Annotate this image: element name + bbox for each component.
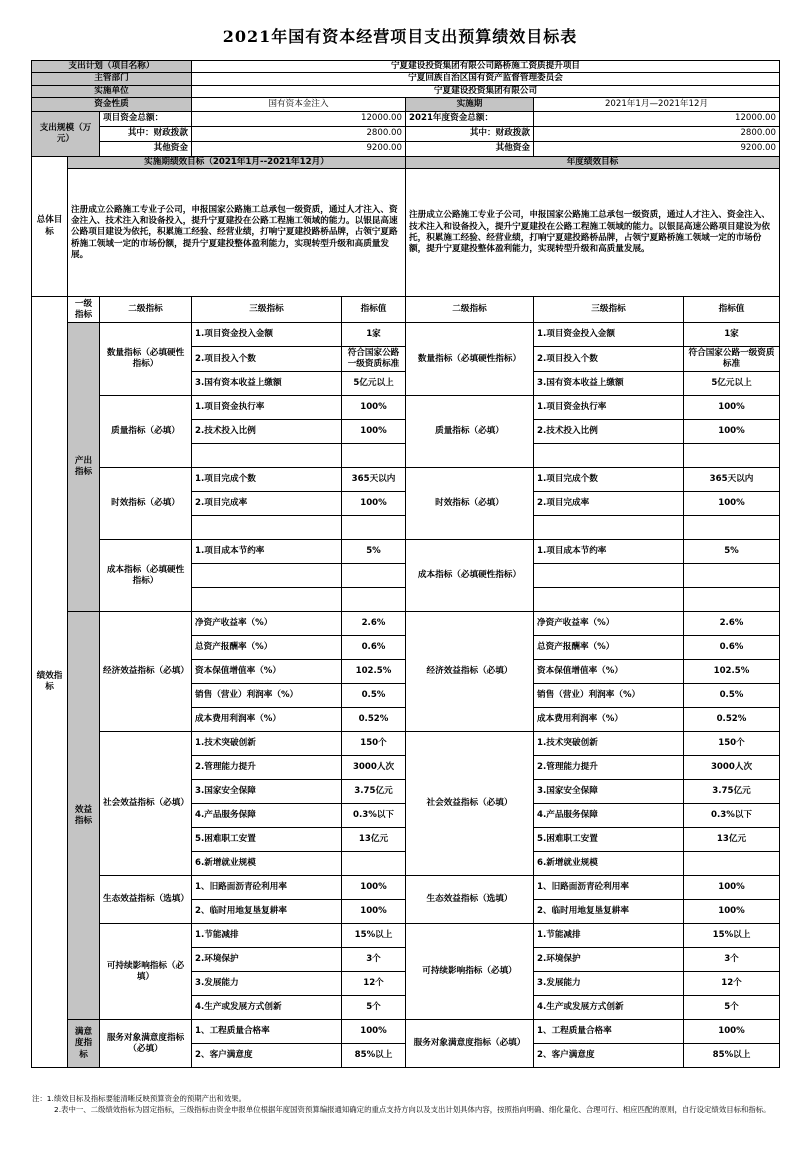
performance-target-table xyxy=(31,60,780,1068)
e3-value: 102.5% xyxy=(342,660,406,684)
s4-value: 0.3%以下 xyxy=(342,804,406,828)
s3-name: 3.国家安全保障 xyxy=(192,780,342,804)
u1-value: 15%以上 xyxy=(342,924,406,948)
ql1-value: 100% xyxy=(342,396,406,420)
year-q2-value: 符合国家公路一级资质标准 xyxy=(684,347,780,372)
year-t2-value: 100% xyxy=(684,492,780,516)
other-funds-label: 其他资金 xyxy=(100,142,192,157)
level1-header: 一级指标 xyxy=(68,297,100,323)
t-empty-value xyxy=(342,516,406,540)
year-sv2-name: 2、客户满意度 xyxy=(534,1044,684,1068)
year-target-text: 注册成立公路施工专业子公司，申报国家公路施工总承包一级资质，通过人才注入、资金注入、技术注入和设备投入，提升宁夏建投在公路工程施工领域的能力。以银昆高速公路项目建设为依托，积累施工经验、经营业绩，打响宁夏建投路桥品牌，占领宁夏路桥施工领域一定的市场份额，提升宁夏建投整体盈利能力，实现转型升级和高质量发展。 xyxy=(406,169,780,297)
overall-target-label: 总体目标 xyxy=(32,157,68,297)
total-funds-label: 项目资金总额： xyxy=(100,112,192,127)
g1-value: 100% xyxy=(342,876,406,900)
period-target-text: 注册成立公路施工专业子公司，申报国家公路施工总承包一级资质，通过人才注入、资金注入、技术注入和设备投入，提升宁夏建投在公路工程施工领域的能力。以银昆高速公路项目建设为依托，积累施工经验、经营业绩，打响宁夏建投路桥品牌，占领宁夏路桥施工领域一定的市场份额，提升宁夏建投整体盈利能力，实现转型升级和高质量发展。 xyxy=(68,169,406,297)
year-eco-indicator-label: 生态效益指标（选填） xyxy=(406,876,534,924)
year-cost-indicator-label: 成本指标（必填硬性指标） xyxy=(406,540,534,612)
year-u4-name: 4.生产或发展方式创新 xyxy=(534,996,684,1020)
c-empty-2 xyxy=(192,588,342,612)
level2-header: 二级指标 xyxy=(100,297,192,323)
sv2-value: 85%以上 xyxy=(342,1044,406,1068)
fund-nature-value: 国有资本金注入 xyxy=(192,98,406,112)
e1-value: 2.6% xyxy=(342,612,406,636)
other-funds-value: 9200.00 xyxy=(192,142,406,157)
social-indicator-label: 社会效益指标（必填） xyxy=(100,732,192,876)
q2-value: 符合国家公路一级资质标准 xyxy=(342,347,406,372)
c1-value: 5% xyxy=(342,540,406,564)
s2-value: 3000人次 xyxy=(342,756,406,780)
q1-value: 1家 xyxy=(342,323,406,347)
year-total-value: 12000.00 xyxy=(534,112,780,127)
page-title: 2021年国有资本经营项目支出预算绩效目标表 xyxy=(222,27,578,46)
year-q1-value: 1家 xyxy=(684,323,780,347)
cost-indicator-label: 成本指标（必填硬性指标） xyxy=(100,540,192,612)
e4-value: 0.5% xyxy=(342,684,406,708)
s4-name: 4.产品服务保障 xyxy=(192,804,342,828)
year-level3-header: 三级指标 xyxy=(534,297,684,323)
year-s4-name: 4.产品服务保障 xyxy=(534,804,684,828)
year-sv1-name: 1、工程质量合格率 xyxy=(534,1020,684,1044)
e2-value: 0.6% xyxy=(342,636,406,660)
year-ql1-value: 100% xyxy=(684,396,780,420)
period-value: 2021年1月—2021年12月 xyxy=(534,98,780,112)
year-s3-name: 3.国家安全保障 xyxy=(534,780,684,804)
quality-indicator-label: 质量指标（必填） xyxy=(100,396,192,468)
note-2: 2.表中一、二级绩效指标为固定指标，三级指标由资金申报单位根据年度国资预算编报通知确定的重点支持方向以及支出计划具体内容，按照指向明确、细化量化、合理可行、相应匹配的原则，自行设定绩效目标和指标。 xyxy=(54,1104,771,1114)
year-c1-value: 5% xyxy=(684,540,780,564)
year-c-empty-1-value xyxy=(684,564,780,588)
t2-name: 2.项目完成率 xyxy=(192,492,342,516)
service-indicator-label: 服务对象满意度指标（必填） xyxy=(100,1020,192,1068)
ql-empty-value xyxy=(342,444,406,468)
year-t1-value: 365天以内 xyxy=(684,468,780,492)
c-empty-2-value xyxy=(342,588,406,612)
year-g2-value: 100% xyxy=(684,900,780,924)
e1-name: 净资产收益率（%） xyxy=(192,612,342,636)
unit-value: 宁夏建设投资集团有限公司 xyxy=(192,85,780,97)
year-s2-name: 2.管理能力提升 xyxy=(534,756,684,780)
quantity-indicator-label: 数量指标（必填硬性指标） xyxy=(100,323,192,396)
s5-name: 5.困难职工安置 xyxy=(192,828,342,852)
year-target-header: 年度绩效目标 xyxy=(406,157,780,169)
output-indicator-label: 产出指标 xyxy=(68,323,100,612)
year-e2-name: 总资产报酬率（%） xyxy=(534,636,684,660)
year-s2-value: 3000人次 xyxy=(684,756,780,780)
u3-value: 12个 xyxy=(342,972,406,996)
year-c-empty-1 xyxy=(534,564,684,588)
s6-name: 6.新增就业规模 xyxy=(192,852,342,876)
year-total-label: 2021年度资金总额： xyxy=(406,112,534,127)
sustain-indicator-label: 可持续影响指标（必填） xyxy=(100,924,192,1020)
s1-name: 1.技术突破创新 xyxy=(192,732,342,756)
year-t-empty-value xyxy=(684,516,780,540)
year-other-value: 9200.00 xyxy=(534,142,780,157)
year-s5-value: 13亿元 xyxy=(684,828,780,852)
year-u3-value: 12个 xyxy=(684,972,780,996)
dept-value: 宁夏回族自治区国有资产监督管理委员会 xyxy=(192,73,780,85)
u4-value: 5个 xyxy=(342,996,406,1020)
year-fiscal-value: 2800.00 xyxy=(534,127,780,142)
year-time-indicator-label: 时效指标（必填） xyxy=(406,468,534,540)
s6-value xyxy=(342,852,406,876)
t1-value: 365天以内 xyxy=(342,468,406,492)
q3-value: 5亿元以上 xyxy=(342,372,406,396)
footnotes xyxy=(32,1094,780,1115)
year-e2-value: 0.6% xyxy=(684,636,780,660)
sv1-name: 1、工程质量合格率 xyxy=(192,1020,342,1044)
e4-name: 销售（营业）利润率（%） xyxy=(192,684,342,708)
g2-name: 2、临时用地复垦复耕率 xyxy=(192,900,342,924)
ql2-name: 2.技术投入比例 xyxy=(192,420,342,444)
year-g1-name: 1、旧路面沥青砼利用率 xyxy=(534,876,684,900)
t2-value: 100% xyxy=(342,492,406,516)
s2-name: 2.管理能力提升 xyxy=(192,756,342,780)
ql1-name: 1.项目资金执行率 xyxy=(192,396,342,420)
ql2-value: 100% xyxy=(342,420,406,444)
sv1-value: 100% xyxy=(342,1020,406,1044)
year-e1-name: 净资产收益率（%） xyxy=(534,612,684,636)
year-e5-value: 0.52% xyxy=(684,708,780,732)
eco-indicator-label: 生态效益指标（选填） xyxy=(100,876,192,924)
year-ql-empty-value xyxy=(684,444,780,468)
year-t-empty xyxy=(534,516,684,540)
satisfaction-indicator-label: 满意度指标 xyxy=(68,1020,100,1068)
year-value-header: 指标值 xyxy=(684,297,780,323)
year-u1-value: 15%以上 xyxy=(684,924,780,948)
year-q3-value: 5亿元以上 xyxy=(684,372,780,396)
year-s5-name: 5.困难职工安置 xyxy=(534,828,684,852)
year-ql1-name: 1.项目资金执行率 xyxy=(534,396,684,420)
level3-header: 三级指标 xyxy=(192,297,342,323)
year-quality-indicator-label: 质量指标（必填） xyxy=(406,396,534,468)
year-t1-name: 1.项目完成个数 xyxy=(534,468,684,492)
year-g2-name: 2、临时用地复垦复耕率 xyxy=(534,900,684,924)
e3-name: 资本保值增值率（%） xyxy=(192,660,342,684)
fiscal-label: 其中：财政拨款 xyxy=(100,127,192,142)
t-empty xyxy=(192,516,342,540)
t1-name: 1.项目完成个数 xyxy=(192,468,342,492)
scale-label: 支出规模（万元） xyxy=(32,112,100,157)
u1-name: 1.节能减排 xyxy=(192,924,342,948)
year-t2-name: 2.项目完成率 xyxy=(534,492,684,516)
year-e1-value: 2.6% xyxy=(684,612,780,636)
year-ql2-name: 2.技术投入比例 xyxy=(534,420,684,444)
year-other-label: 其他资金 xyxy=(406,142,534,157)
year-econ-indicator-label: 经济效益指标（必填） xyxy=(406,612,534,732)
period-label: 实施期 xyxy=(406,98,534,112)
year-c-empty-2-value xyxy=(684,588,780,612)
year-service-indicator-label: 服务对象满意度指标（必填） xyxy=(406,1020,534,1068)
year-s3-value: 3.75亿元 xyxy=(684,780,780,804)
e5-name: 成本费用利润率（%） xyxy=(192,708,342,732)
year-e4-value: 0.5% xyxy=(684,684,780,708)
e5-value: 0.52% xyxy=(342,708,406,732)
value-header: 指标值 xyxy=(342,297,406,323)
sv2-name: 2、客户满意度 xyxy=(192,1044,342,1068)
u4-name: 4.生产或发展方式创新 xyxy=(192,996,342,1020)
year-u1-name: 1.节能减排 xyxy=(534,924,684,948)
year-g1-value: 100% xyxy=(684,876,780,900)
year-q2-name: 2.项目投入个数 xyxy=(534,347,684,372)
note-1: 注：1.绩效目标及指标要能清晰反映预算资金的预期产出和效果。 xyxy=(32,1094,246,1103)
year-s6-name: 6.新增就业规模 xyxy=(534,852,684,876)
year-e3-name: 资本保值增值率（%） xyxy=(534,660,684,684)
year-level2-header: 二级指标 xyxy=(406,297,534,323)
project-name-label: 支出计划（项目名称） xyxy=(32,61,192,73)
q1-name: 1.项目资金投入金额 xyxy=(192,323,342,347)
year-e5-name: 成本费用利润率（%） xyxy=(534,708,684,732)
dept-label: 主管部门 xyxy=(32,73,192,85)
year-s4-value: 0.3%以下 xyxy=(684,804,780,828)
year-social-indicator-label: 社会效益指标（必填） xyxy=(406,732,534,876)
c1-name: 1.项目成本节约率 xyxy=(192,540,342,564)
year-q3-name: 3.国有资本收益上缴额 xyxy=(534,372,684,396)
year-u2-value: 3个 xyxy=(684,948,780,972)
year-c1-name: 1.项目成本节约率 xyxy=(534,540,684,564)
g2-value: 100% xyxy=(342,900,406,924)
perf-indicator-label: 绩效指标 xyxy=(32,297,68,1068)
year-fiscal-label: 其中：财政拨款 xyxy=(406,127,534,142)
year-sv2-value: 85%以上 xyxy=(684,1044,780,1068)
econ-indicator-label: 经济效益指标（必填） xyxy=(100,612,192,732)
benefit-indicator-label: 效益指标 xyxy=(68,612,100,1020)
year-sv1-value: 100% xyxy=(684,1020,780,1044)
year-c-empty-2 xyxy=(534,588,684,612)
year-s6-value xyxy=(684,852,780,876)
year-quantity-indicator-label: 数量指标（必填硬性指标） xyxy=(406,323,534,396)
s5-value: 13亿元 xyxy=(342,828,406,852)
total-funds-value: 12000.00 xyxy=(192,112,406,127)
year-s1-value: 150个 xyxy=(684,732,780,756)
c-empty-1 xyxy=(192,564,342,588)
unit-label: 实施单位 xyxy=(32,85,192,97)
year-u4-value: 5个 xyxy=(684,996,780,1020)
period-target-header: 实施期绩效目标（2021年1月--2021年12月） xyxy=(68,157,406,169)
s3-value: 3.75亿元 xyxy=(342,780,406,804)
year-s1-name: 1.技术突破创新 xyxy=(534,732,684,756)
time-indicator-label: 时效指标（必填） xyxy=(100,468,192,540)
fiscal-value: 2800.00 xyxy=(192,127,406,142)
year-e4-name: 销售（营业）利润率（%） xyxy=(534,684,684,708)
project-name-value: 宁夏建设投资集团有限公司路桥施工资质提升项目 xyxy=(192,61,780,73)
u2-name: 2.环境保护 xyxy=(192,948,342,972)
u3-name: 3.发展能力 xyxy=(192,972,342,996)
q3-name: 3.国有资本收益上缴额 xyxy=(192,372,342,396)
ql-empty xyxy=(192,444,342,468)
fund-nature-label: 资金性质 xyxy=(32,98,192,112)
year-ql2-value: 100% xyxy=(684,420,780,444)
year-u2-name: 2.环境保护 xyxy=(534,948,684,972)
year-ql-empty xyxy=(534,444,684,468)
c-empty-1-value xyxy=(342,564,406,588)
s1-value: 150个 xyxy=(342,732,406,756)
year-u3-name: 3.发展能力 xyxy=(534,972,684,996)
year-sustain-indicator-label: 可持续影响指标（必填） xyxy=(406,924,534,1020)
q2-name: 2.项目投入个数 xyxy=(192,347,342,372)
e2-name: 总资产报酬率（%） xyxy=(192,636,342,660)
u2-value: 3个 xyxy=(342,948,406,972)
g1-name: 1、旧路面沥青砼利用率 xyxy=(192,876,342,900)
year-e3-value: 102.5% xyxy=(684,660,780,684)
year-q1-name: 1.项目资金投入金额 xyxy=(534,323,684,347)
